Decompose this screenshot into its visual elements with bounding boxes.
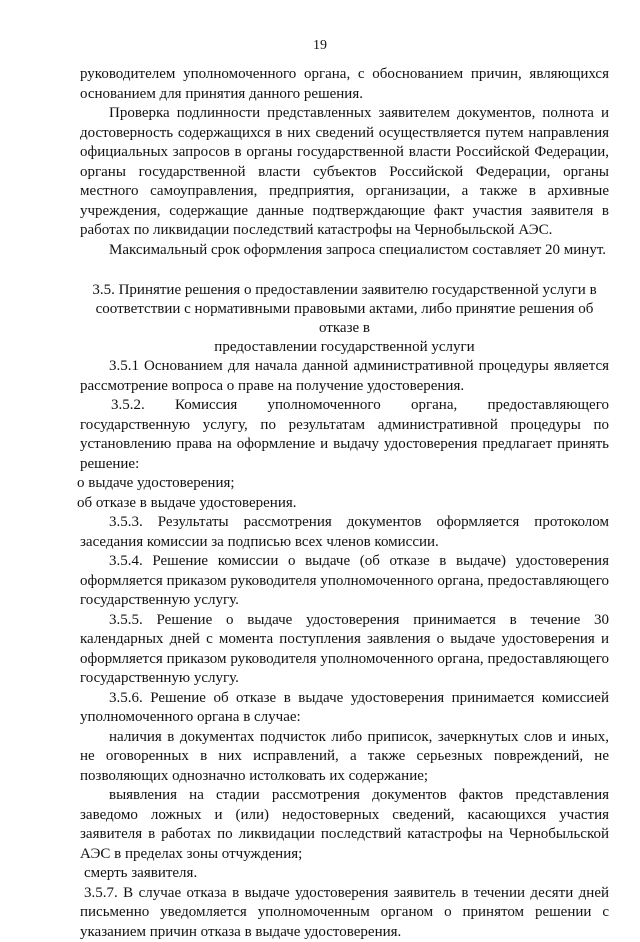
heading-line-1: 3.5. Принятие решения о предоставлении заявителю государственной услуги в	[80, 281, 609, 300]
option-refuse: об отказе в выдаче удостоверения.	[80, 494, 609, 514]
paragraph-3-5-5: 3.5.5. Решение о выдаче удостоверения принимается в течение 30 календарных дней с момента поступления заявления о выдаче удостоверения и оформляется приказом руководителя уполномоченного органа, предоставляющего государственную услугу.	[80, 611, 609, 689]
heading-line-3: предоставлении государственной услуги	[80, 338, 609, 357]
paragraph-3-5-7: 3.5.7. В случае отказа в выдаче удостоверения заявитель в течении десяти дней письменно уведомляется уполномоченным органом о принятом решении с указанием причин отказа в выдаче удостоверения.	[80, 884, 609, 942]
paragraph-max-time: Максимальный срок оформления запроса специалистом составляет 20 минут.	[80, 241, 609, 261]
paragraph-3-5-4: 3.5.4. Решение комиссии о выдаче (об отказе в выдаче) удостоверения оформляется приказом руководителя уполномоченного органа, предоставляющего государственную услугу.	[80, 552, 609, 611]
paragraph-continuation: руководителем уполномоченного органа, с обоснованием причин, являющихся основанием для принятия данного решения.	[80, 65, 609, 104]
option-issue: о выдаче удостоверения;	[80, 474, 609, 494]
case-death: смерть заявителя.	[80, 864, 609, 884]
spacer	[80, 260, 609, 281]
page-number: 19	[0, 38, 640, 54]
paragraph-verification: Проверка подлинности представленных заявителем документов, полнота и достоверность содержащихся в них сведений осуществляется путем направления официальных запросов в органы государственной власти Российской Федерации, органы государственной власти субъектов Российской Федерации, органы местного самоуправления, предприятия, организации, а также в архивные учреждения, содержащие данные подтверждающие факт участия заявителя в работах по ликвидации последствий катастрофы на Чернобыльской АЭС.	[80, 104, 609, 241]
case-false-info: выявления на стадии рассмотрения документов фактов представления заведомо ложных и (или) недостоверных сведений, касающихся участия заявителя в работах по ликвидации последствий катастрофы на Чернобыльской АЭС в пределах зоны отчуждения;	[80, 786, 609, 864]
paragraph-3-5-3: 3.5.3. Результаты рассмотрения документов оформляется протоколом заседания комиссии за подписью всех членов комиссии.	[80, 513, 609, 552]
paragraph-3-5-1: 3.5.1 Основанием для начала данной административной процедуры является рассмотрение вопроса о праве на получение удостоверения.	[80, 357, 609, 396]
paragraph-3-5-6: 3.5.6. Решение об отказе в выдаче удостоверения принимается комиссией уполномоченного органа в случае:	[80, 689, 609, 728]
section-heading-3-5	[80, 281, 609, 357]
heading-line-2: соответствии с нормативными правовыми актами, либо принятие решения об отказе в	[80, 300, 609, 338]
document-body	[80, 65, 609, 942]
paragraph-3-5-2: 3.5.2. Комиссия уполномоченного органа, предоставляющего государственную услугу, по результатам административной процедуры по установлению права на оформление и выдачу удостоверения предлагает принять решение:	[80, 396, 609, 474]
case-erasures: наличия в документах подчисток либо приписок, зачеркнутых слов и иных, не оговоренных в них исправлений, а также серьезных повреждений, не позволяющих однозначно истолковать их содержание;	[80, 728, 609, 787]
